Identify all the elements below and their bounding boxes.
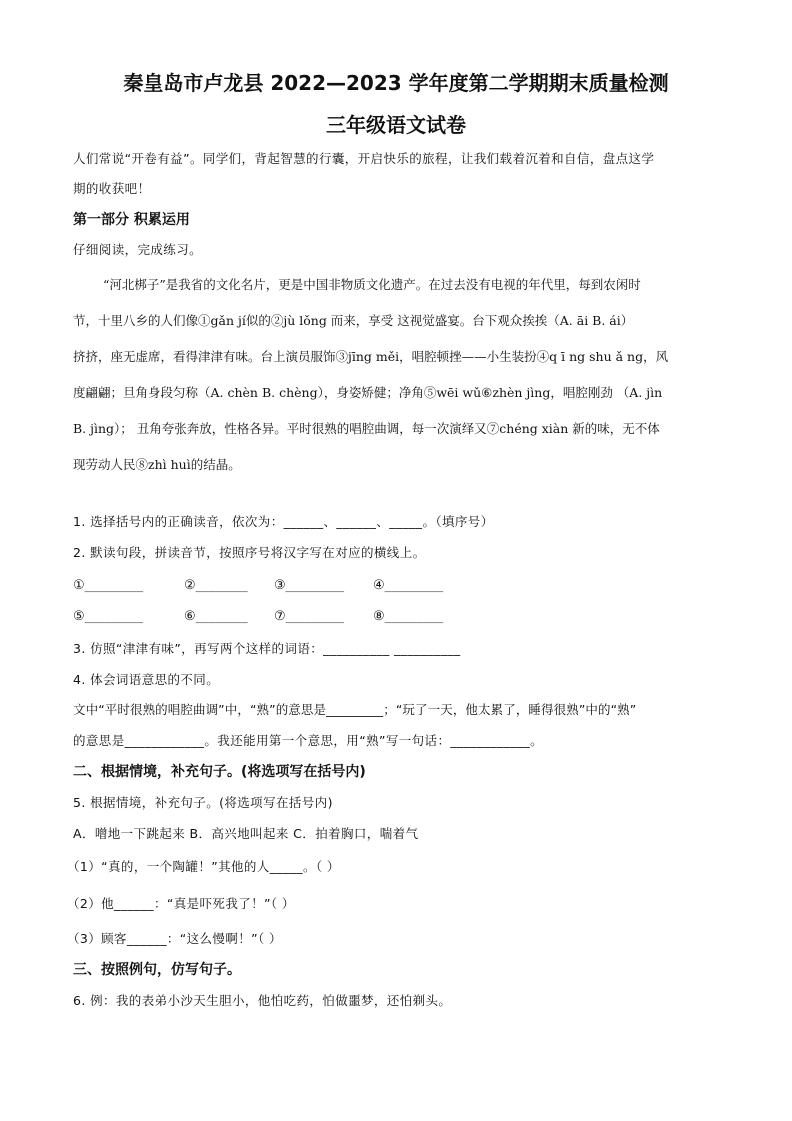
passage-line: B. jìng）； 丑角夸张奔放，性格各异。平时很熟的唱腔曲调，每一次演绎又⑦chéng xiàn 新的味，无不体 — [73, 421, 660, 436]
blank-6[interactable]: ⑥________ — [184, 609, 248, 624]
question-5-item: （1）“真的，一个陶罐！”其他的人_____。（ ） — [67, 859, 340, 874]
blank-4[interactable]: ④_________ — [373, 578, 444, 593]
intro-line: 期的收获吧！ — [73, 181, 151, 196]
question-4-line: 文中“平时很熟的唱腔曲调”中，“熟”的意思是_________；“玩了一天，他太累了，睡得很熟”中的“熟” — [73, 702, 637, 717]
blank-7[interactable]: ⑦_________ — [274, 609, 345, 624]
blank-2[interactable]: ②________ — [184, 578, 248, 593]
question-2: 2. 默读句段，拼读音节，按照序号将汉字写在对应的横线上。 — [73, 545, 426, 560]
question-5-item: （2）他______：“真是吓死我了！”（ ） — [67, 896, 295, 911]
passage-line: 现劳动人民⑧zhì huì的结晶。 — [73, 457, 241, 472]
part2-heading: 二、根据情境，补充句子。(将选项写在括号内) — [73, 764, 366, 780]
question-6: 6. 例：我的表弟小沙天生胆小，他怕吃药，怕做噩梦，还怕剃头。 — [73, 993, 452, 1008]
question-5: 5. 根据情境，补充句子。(将选项写在括号内) — [73, 795, 333, 810]
part3-heading: 三、按照例句，仿写句子。 — [73, 962, 241, 978]
intro-line: 人们常说“开卷有益”。同学们，背起智慧的行囊，开启快乐的旅程，让我们载着沉着和自信，盘点这学 — [73, 151, 655, 166]
passage-line: 节，十里八乡的人们像①gǎn jí似的②jù lǒng 而来，享受 这视觉盛宴。台下观众挨挨（A. āi B. ái） — [73, 313, 634, 328]
blank-1[interactable]: ①_________ — [73, 578, 144, 593]
exam-title: 秦皇岛市卢龙县 2022—2023 学年度第二学期期末质量检测 — [123, 71, 669, 95]
question-5-options: A．噌地一下跳起来 B．高兴地叫起来 C．拍着胸口，喘着气 — [73, 826, 419, 841]
question-4-line: 的意思是____________。我还能用第一个意思，用“熟”写一句话：____________。 — [73, 733, 544, 748]
blank-3[interactable]: ③_________ — [274, 578, 345, 593]
part1-heading: 第一部分 积累运用 — [73, 212, 190, 228]
question-1: 1. 选择括号内的正确读音，依次为：______、______、_____。（填序号） — [73, 514, 494, 529]
part1-instruction: 仔细阅读，完成练习。 — [73, 242, 203, 257]
exam-subtitle: 三年级语文试卷 — [326, 113, 466, 137]
question-4: 4. 体会词语意思的不同。 — [73, 672, 220, 687]
passage-line: 挤挤，座无虚席，看得津津有味。台上演员服饰③jīng měi，唱腔顿挫——小生装扮④q ī ng shu ǎ ng，风 — [73, 349, 669, 364]
blank-8[interactable]: ⑧_________ — [373, 609, 444, 624]
passage-line: “河北梆子”是我省的文化名片，更是中国非物质文化遗产。在过去没有电视的年代里，每到农闲时 — [103, 277, 641, 292]
question-3: 3. 仿照“津津有味”，再写两个这样的词语：__________ __________ — [73, 641, 461, 656]
question-5-item: （3）顾客______：“这么慢啊！”（ ） — [67, 931, 282, 946]
blank-5[interactable]: ⑤_________ — [73, 609, 144, 624]
passage-line: 度翩翩；旦角身段匀称（A. chèn B. chèng），身姿矫健；净角⑤wēi wǔ⑥zhèn jìng，唱腔刚劲 （A. jìn — [73, 385, 663, 400]
